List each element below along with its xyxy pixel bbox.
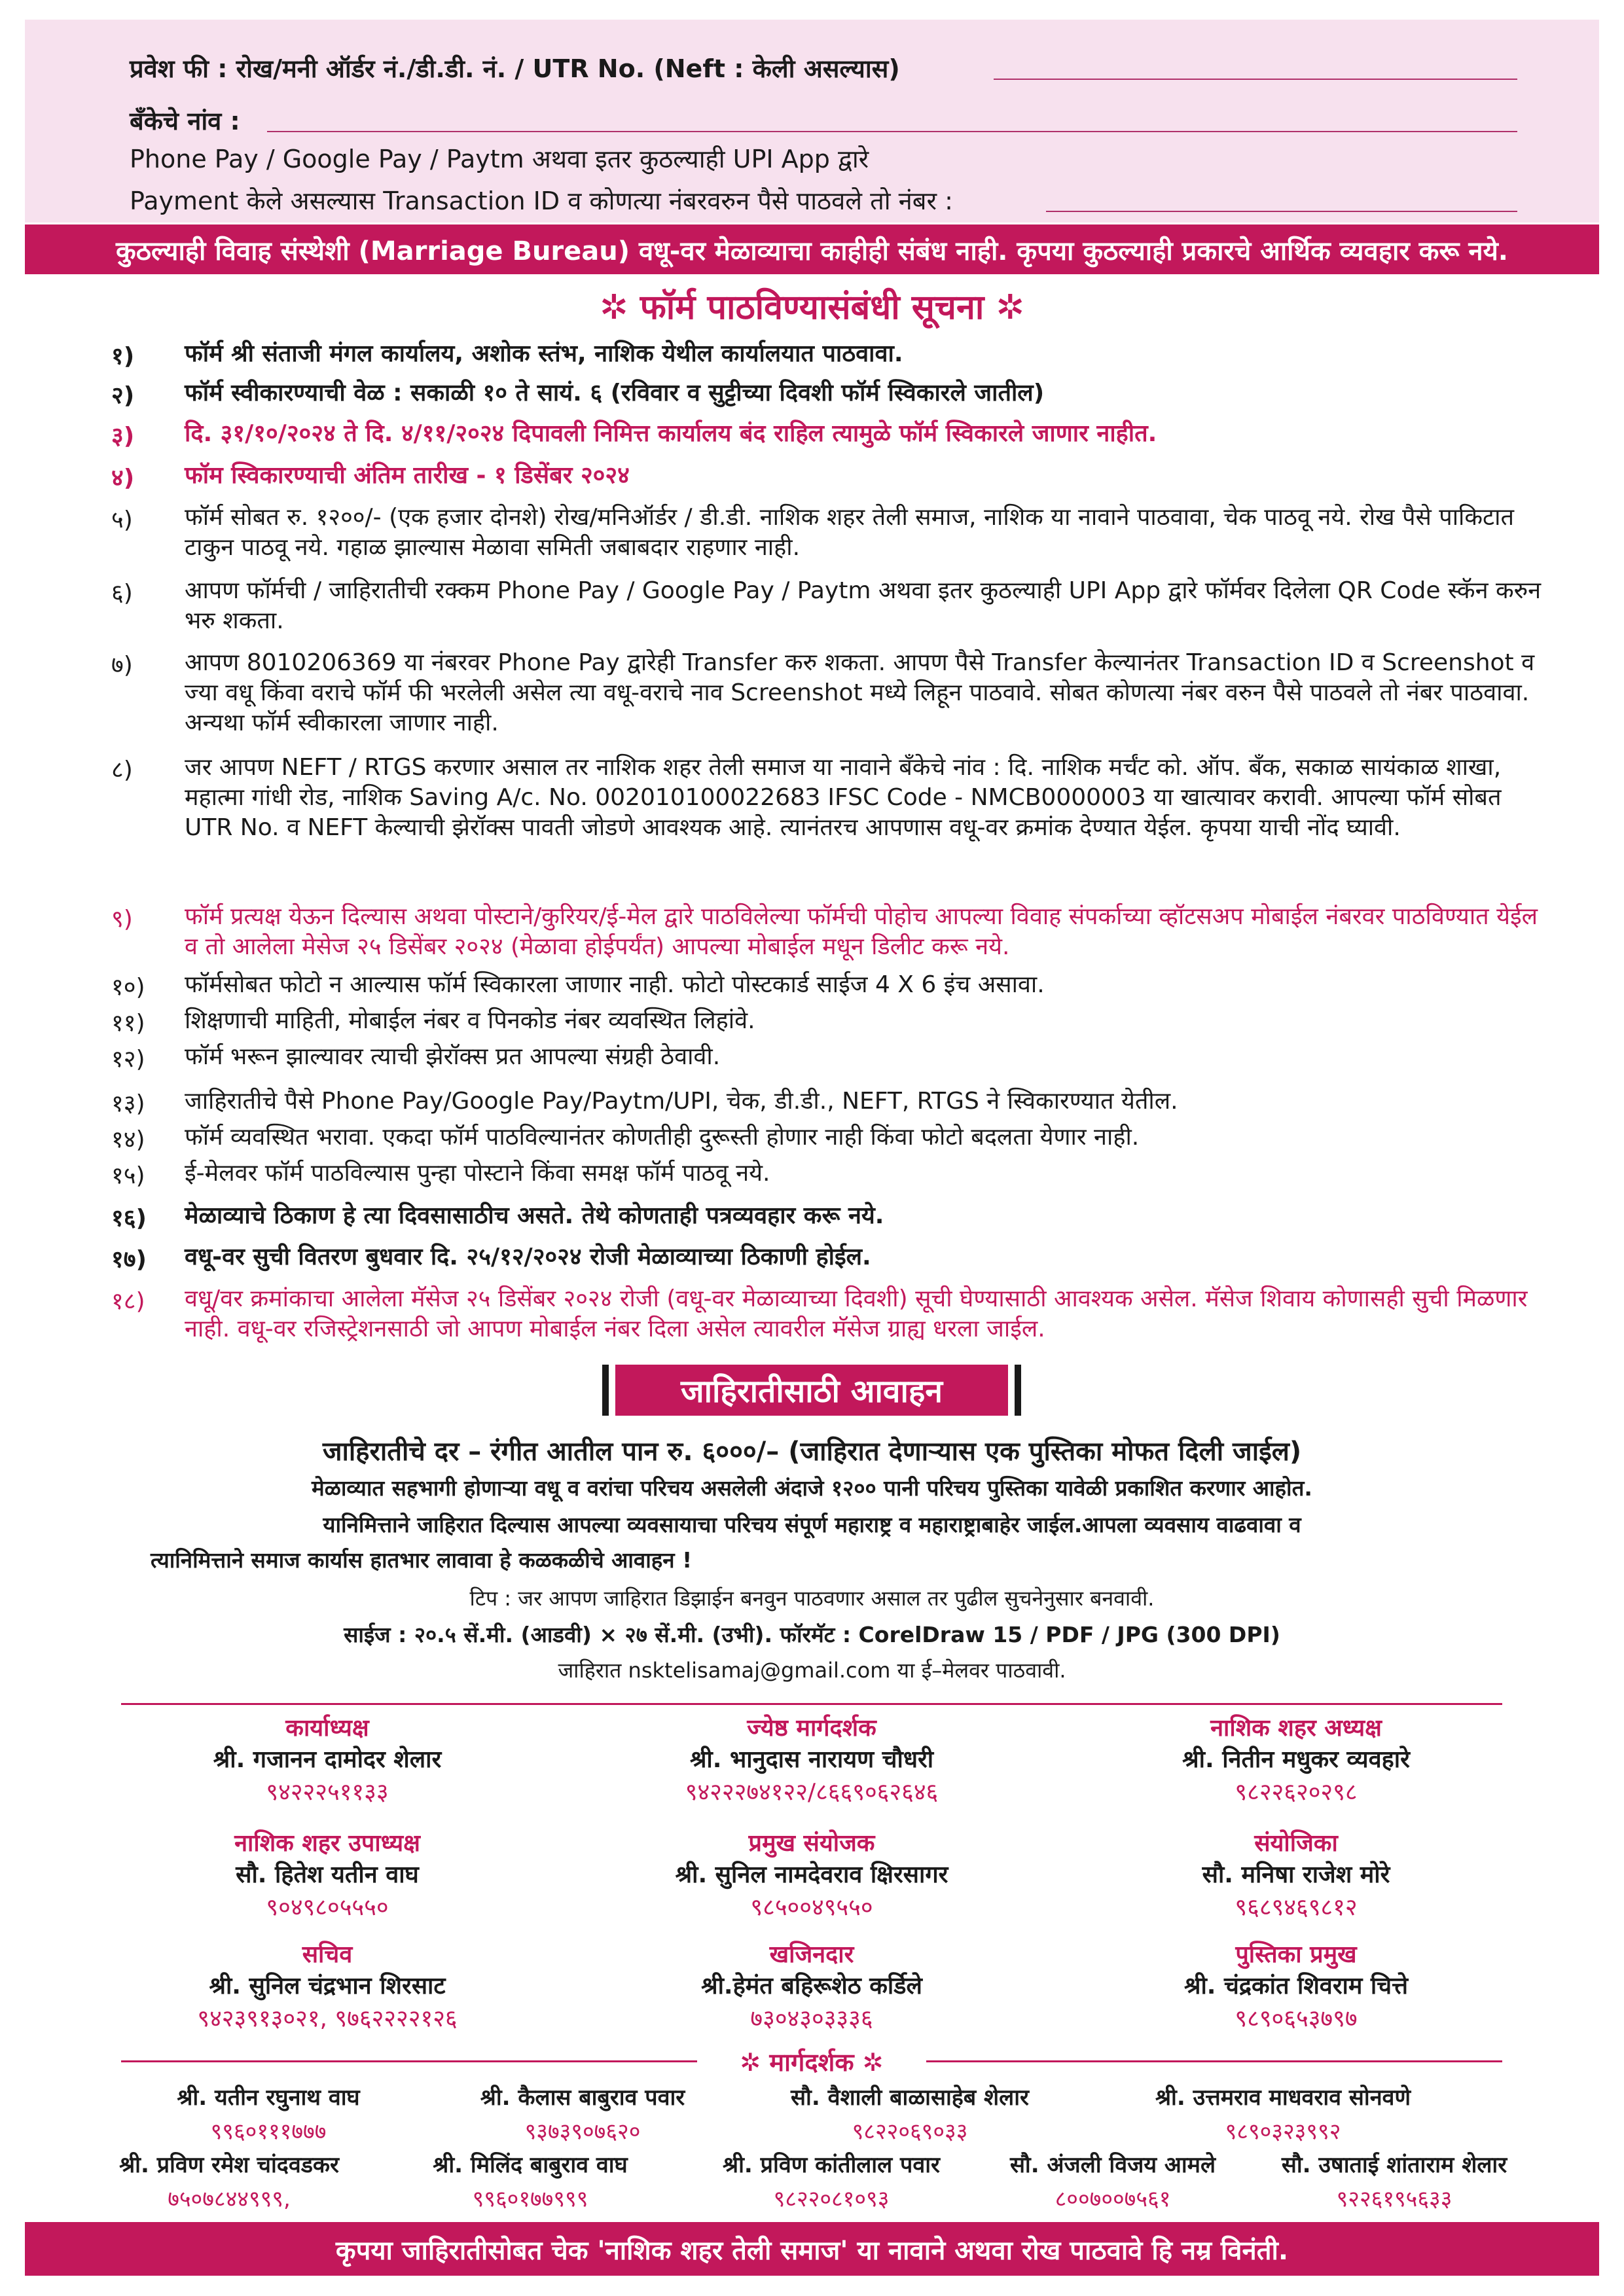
- advisors-title: ✲ मार्गदर्शक ✲: [740, 2048, 884, 2077]
- ad-paragraph-2: यानिमित्ताने जाहिरात दिल्यास आपल्या व्यवसायाचा परिचय संपूर्ण महाराष्ट्र व महाराष्ट्राबाहेर जाईल.आपला व्यवसाय वाढवावा व: [323, 1512, 1301, 1537]
- advisor: श्री. प्रविण कांतीलाल पवार ९८२२०८१०९३: [723, 2152, 940, 2212]
- footer-request-bar: कृपया जाहिरातीसोबत चेक 'नाशिक शहर तेली समाज' या नावाने अथवा रोख पाठवावे हि नम्र विनंती.: [25, 2222, 1599, 2276]
- committee-member: प्रमुख संयोजक श्री. सुनिल नामदेवराव क्षिरसागर ९८५००४९५५०: [675, 1830, 948, 1921]
- ad-email: जाहिरात nsktelisamaj@gmail.com या ई–मेलवर पाठवावी.: [558, 1658, 1066, 1683]
- advisor: श्री. प्रविण रमेश चांदवडकर ७५०७८४४९९९,: [119, 2152, 339, 2212]
- ad-paragraph-1: मेळाव्यात सहभागी होणाऱ्या वधू व वरांचा परिचय असलेली अंदाजे १२०० पानी परिचय पुस्तिका यावेळी प्रकाशित करणार आहोत.: [312, 1475, 1312, 1501]
- ad-design-tip: टिप : जर आपण जाहिरात डिझाईन बनवुन पाठवणार असाल तर पुढील सुचनेनुसार बनवावी.: [469, 1586, 1155, 1611]
- committee-member: ज्येष्ठ मार्गदर्शक श्री. भानुदास नारायण चौधरी ९४२२२७४१२२/८६६९०६२६४६: [685, 1715, 939, 1806]
- committee-member: नाशिक शहर अध्यक्ष श्री. नितीन मधुकर व्यवहारे ९८२२६२०२९८: [1182, 1715, 1410, 1806]
- upi-info-label: Phone Pay / Google Pay / Paytm अथवा इतर कुठल्याही UPI App द्वारे: [130, 145, 869, 173]
- committee-member: कार्याध्यक्ष श्री. गजानन दामोदर शेलार ९४२२२५११३३: [213, 1715, 442, 1806]
- transaction-id-entry-line[interactable]: [1046, 211, 1517, 212]
- divider-right: [926, 2060, 1502, 2062]
- committee-member: सचिव श्री. सुनिल चंद्रभान शिरसाट ९४२३९१३०२१, ९७६२२२२१२६: [197, 1941, 458, 2032]
- fee-entry-line[interactable]: [994, 79, 1517, 80]
- advisor: सौ. उषाताई शांताराम शेलार ९२२६१९५६३३: [1281, 2152, 1507, 2212]
- ad-appeal-title: जाहिरातीसाठी आवाहन: [615, 1365, 1008, 1416]
- committee-member: नाशिक शहर उपाध्यक्ष सौ. हितेश यतीन वाघ ९०४९८०५५५०: [234, 1830, 420, 1921]
- heading-bar-left: [602, 1365, 609, 1416]
- transaction-id-label: Payment केले असल्यास Transaction ID व कोणत्या नंबरवरुन पैसे पाठवले तो नंबर :: [130, 187, 953, 215]
- instructions-title: ✲ फॉर्म पाठविण्यासंबंधी सूचना ✲: [600, 288, 1024, 327]
- bank-name-label: बँकेचे नांव :: [130, 107, 240, 135]
- advisor: श्री. उत्तमराव माधवराव सोनवणे ९८९०३२३९९२: [1155, 2085, 1411, 2145]
- advisor: श्री. कैलास बाबुराव पवार ९३७३९०७६२०: [480, 2085, 685, 2145]
- advisor: सौ. अंजली विजय आमले ८००७००७५६१: [1009, 2152, 1216, 2212]
- divider: [121, 1703, 1502, 1705]
- advisor: सौ. वैशाली बाळासाहेब शेलार ९८२२०६९०३३: [791, 2085, 1029, 2145]
- heading-bar-right: [1015, 1365, 1021, 1416]
- ad-paragraph-3: त्यानिमित्ताने समाज कार्यास हातभार लावावा हे कळकळीचे आवाहन !: [151, 1547, 693, 1573]
- ad-rate: जाहिरातीचे दर – रंगीत आतील पान रु. ६०००/– (जाहिरात देणाऱ्यास एक पुस्तिका मोफत दिली जाईल): [322, 1437, 1302, 1467]
- payment-fee-label: प्रवेश फी : रोख/मनी ऑर्डर नं./डी.डी. नं. / UTR No. (Neft : केली असल्यास): [130, 54, 900, 83]
- committee-member: संयोजिका सौ. मनिषा राजेश मोरे ९६८९४६९८१२: [1202, 1830, 1390, 1921]
- ad-size-format: साईज : २०.५ सें.मी. (आडवी) × २७ सें.मी. (उभी). फॉरमॅट : CorelDraw 15 / PDF / JPG (300 DPI): [344, 1622, 1280, 1647]
- marriage-bureau-notice: कुठल्याही विवाह संस्थेशी (Marriage Bureau) वधू-वर मेळाव्याचा काहीही संबंध नाही. कृपया कुठल्याही प्रकारचे आर्थिक व्यवहार करू नये.: [25, 224, 1599, 274]
- payment-details-box: [25, 20, 1599, 223]
- advisor: श्री. मिलिंद बाबुराव वाघ ९९६०१७७९९९: [433, 2152, 628, 2212]
- ad-appeal-heading: [602, 1365, 1021, 1416]
- committee-member: पुस्तिका प्रमुख श्री. चंद्रकांत शिवराम चित्ते ९८९०६५३७९७: [1183, 1941, 1408, 2032]
- committee-member: खजिनदार श्री.हेमंत बहिरूशेठ कर्डिले ७३०४३०३३३६: [701, 1941, 922, 2032]
- bank-name-entry-line[interactable]: [267, 131, 1517, 132]
- advisor: श्री. यतीन रघुनाथ वाघ ९९६०१११७७७: [177, 2085, 360, 2145]
- divider-left: [121, 2060, 697, 2062]
